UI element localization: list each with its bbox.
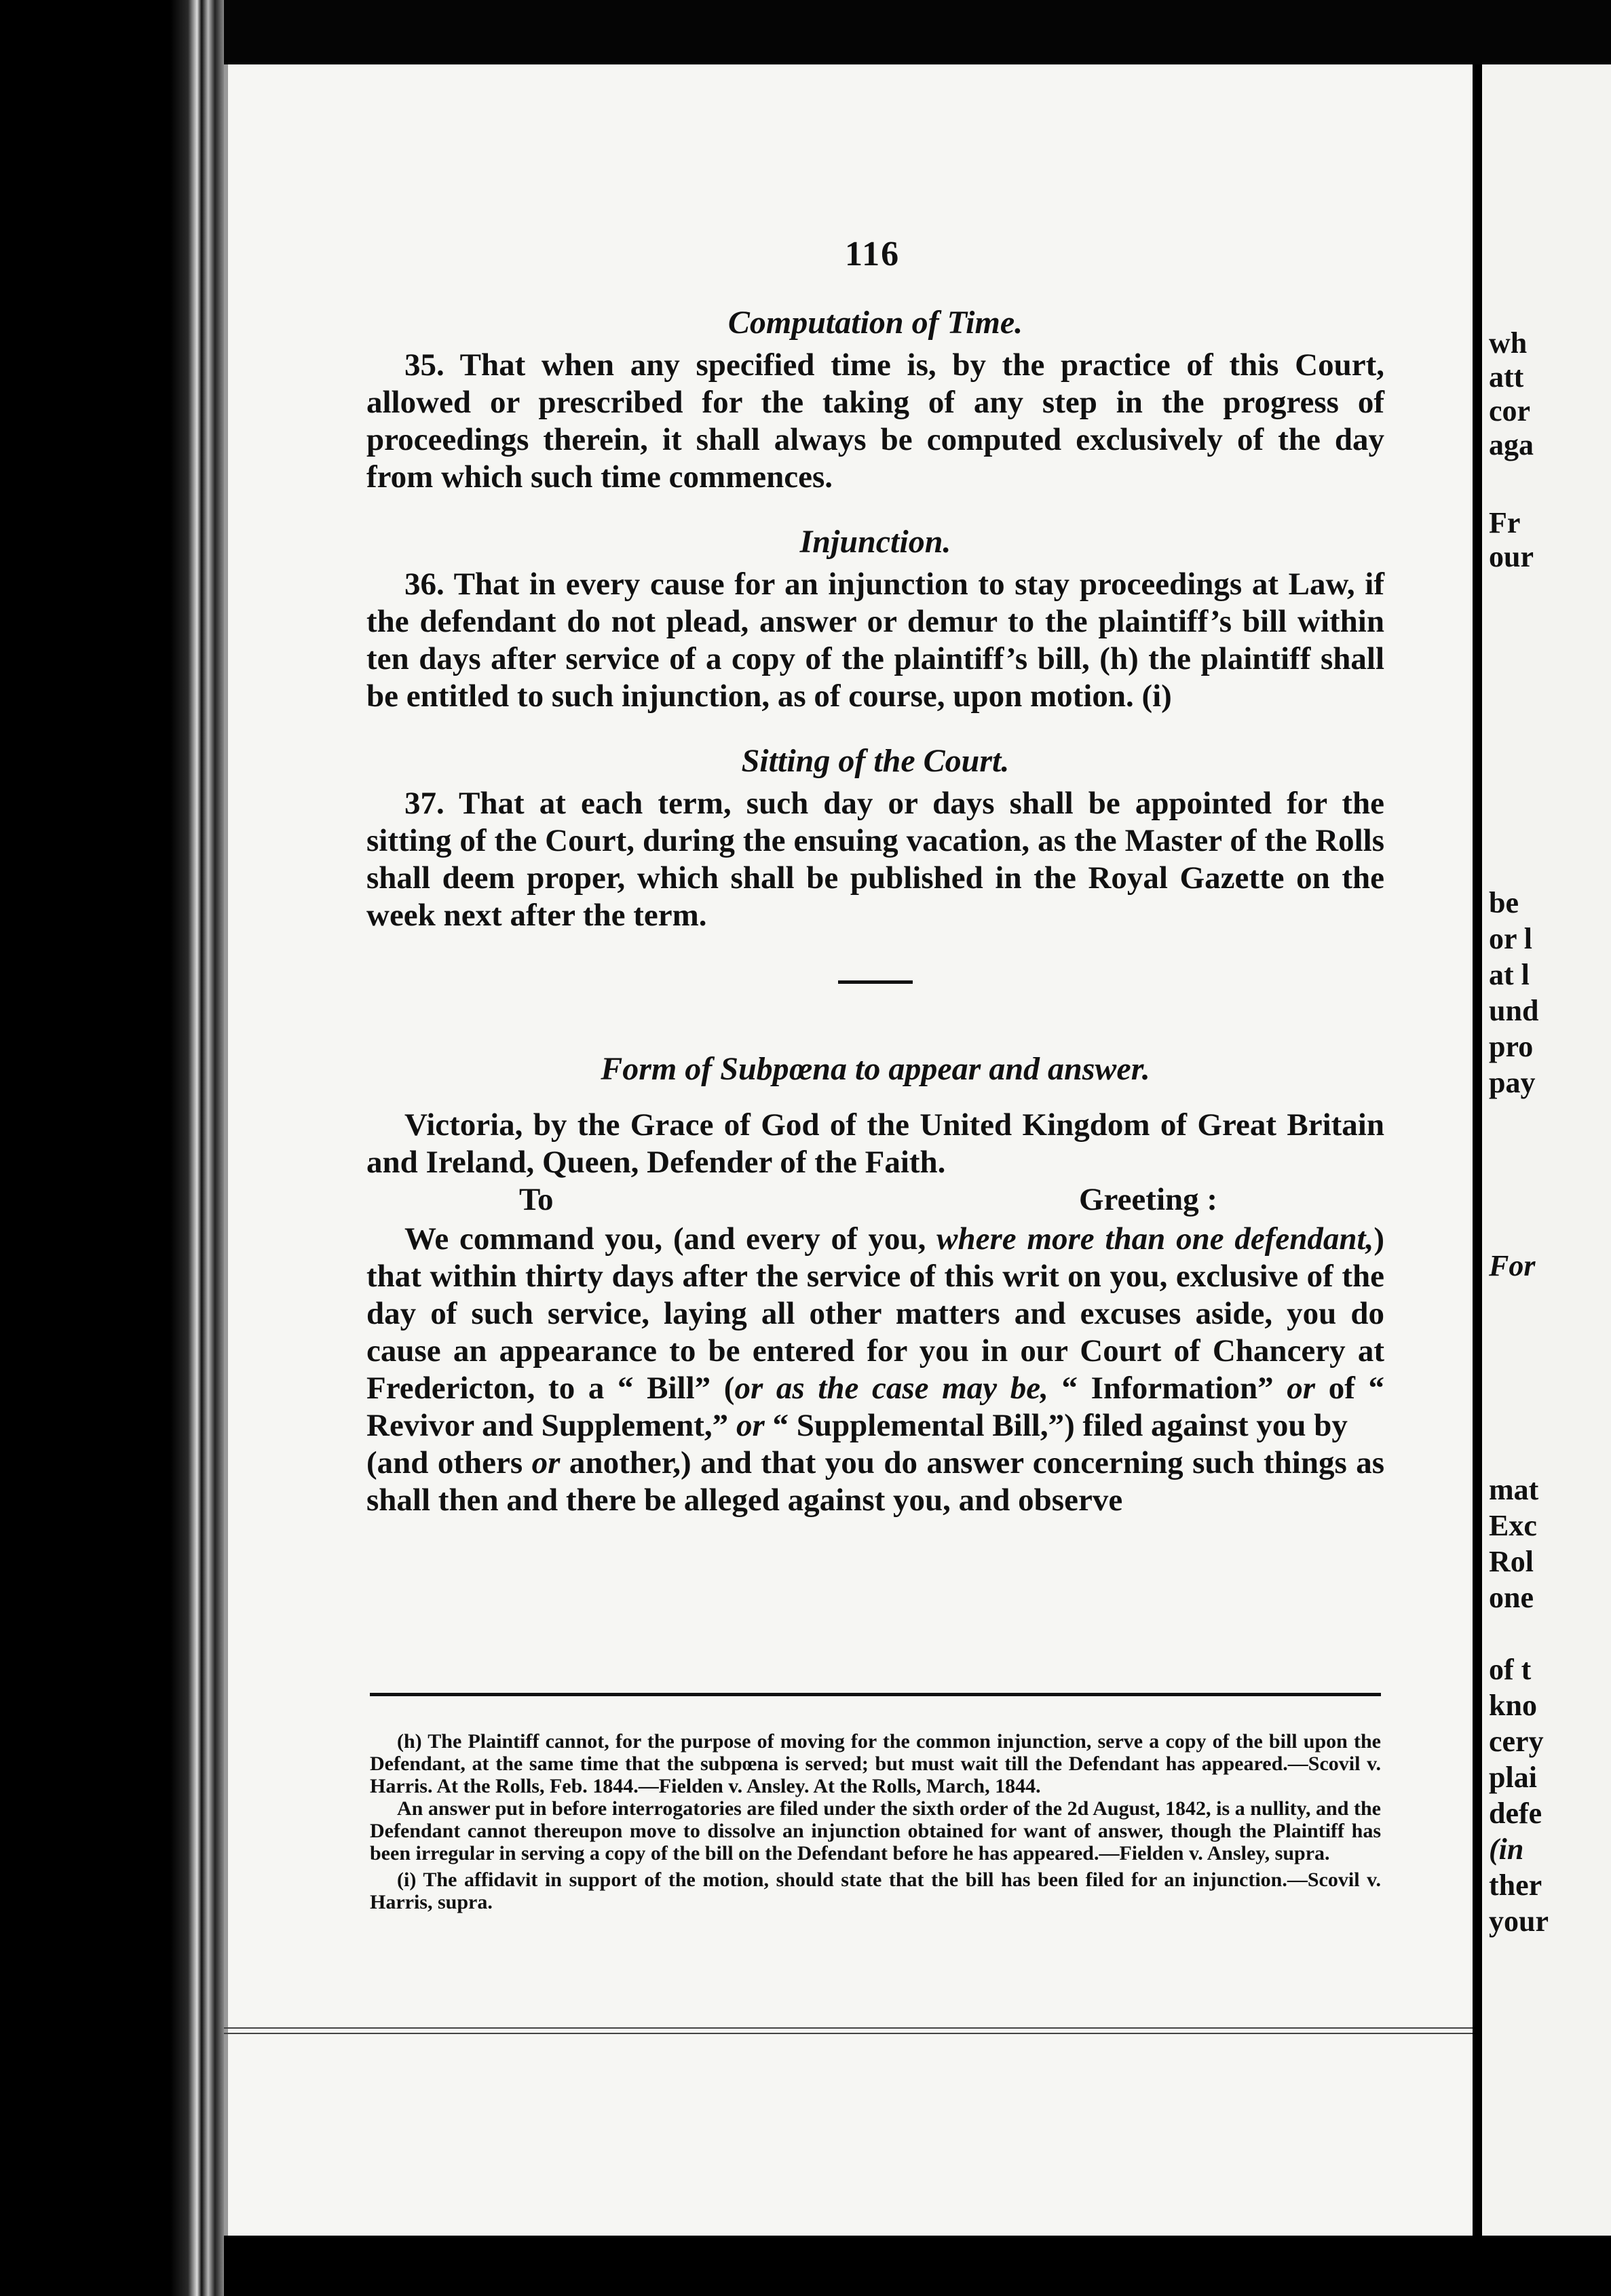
next-page-fragment: cor [1489, 394, 1531, 427]
next-page-fragment: cery [1489, 1725, 1544, 1758]
next-page-fragment: kno [1489, 1689, 1537, 1722]
paragraph-36: 36. That in every cause for an injunction to stay proceedings at Law, if the defendant do not plead, answer or demur to the plaintiff’s bill within ten days after service of a copy of the plaintiff’s bill, (h) the plaintiff shall be entitled to such injunction, as of course, upon motion. (i) [366, 567, 1384, 714]
page-number: 116 [845, 235, 901, 273]
next-page-fragment: one [1489, 1581, 1534, 1614]
next-page-fragment: your [1489, 1905, 1549, 1938]
next-page-fragment: pay [1489, 1066, 1536, 1099]
next-page-fragment: aga [1489, 428, 1534, 461]
next-page-fragment: at l [1489, 958, 1530, 991]
next-page-fragment: For [1489, 1249, 1536, 1282]
next-page-fragment: att [1489, 360, 1524, 394]
next-page-fragment: Fr [1489, 506, 1521, 539]
footnote-h: (h) The Plaintiff cannot, for the purpose of moving for the common injunction, serve a copy of the bill upon the Defendant, at the same time that the subpœna is served; but must wait till the Defendant has appeared.—Scovil v. Harris. At the Rolls, Feb. 1844.—Fielden v. Ansley. At the Rolls, March, 1844. [370, 1730, 1381, 1797]
form-heading: Form of Subpœna to appear and answer. [601, 1051, 1150, 1087]
next-page-fragment: of t [1489, 1653, 1532, 1686]
section-heading-computation: Computation of Time. [727, 305, 1023, 341]
next-page-fragment: ther [1489, 1869, 1542, 1902]
footnote-h-continued: An answer put in before interrogatories are filed under the sixth order of the 2d August, 1842, is a nullity, and the Defendant cannot thereupon move to dissolve an injunction obtained for want of answer, though the Plaintiff has been irregular in serving a copy of the bill on the Defendant before he has appeared.—Fielden v. Ansley, supra. [370, 1797, 1381, 1864]
next-page-fragment: (in [1489, 1833, 1524, 1866]
form-body-continued: (and others or another,) and that you do answer concerning such things as shall then and there be alleged against you, and observe [366, 1445, 1385, 1518]
next-page-fragment: Exc [1489, 1509, 1537, 1542]
next-page-fragment: plai [1489, 1761, 1537, 1794]
footnotes [370, 1730, 1381, 1913]
next-page-fragment: our [1489, 540, 1534, 573]
greeting-label: Greeting : [1079, 1182, 1218, 1217]
paragraph-37: 37. That at each term, such day or days shall be appointed for the sitting of the Court, during the ensuing vacation, as the Master of the Rolls shall deem proper, which shall be published in the Royal Gazette on the week next after the term. [366, 786, 1384, 933]
page-body [366, 224, 1384, 1519]
next-page-fragment: be [1489, 886, 1519, 919]
form-opening: Victoria, by the Grace of God of the United Kingdom of Great Britain and Ireland, Queen, Defender of the Faith. [366, 1107, 1384, 1180]
paragraph-35: 35. That when any specified time is, by the practice of this Court, allowed or prescribed for the taking of any step in the progress of proceedings therein, it shall always be computed exclusively of the day from which such time commences. [366, 347, 1384, 495]
form-body: We command you, (and every of you, where more than one defendant,) that within thirty days after the service of this writ on you, exclusive of the day of such service, laying all other matters and excuses aside, you do cause an appearance to be entered for you in our Court of Chancery at Fredericton, to a “ Bill” (or as the case may be, “ Information” or of “ Revivor and Supplement,” or “ Supplemental Bill,”) filed against you by [366, 1221, 1384, 1443]
salutation-line [366, 1181, 1384, 1221]
footnote-rule [370, 1693, 1381, 1696]
next-page-fragment: wh [1489, 326, 1528, 360]
footnote-i: (i) The affidavit in support of the motion, should state that the bill has been filed for an injunction.—Scovil v. Harris, supra. [370, 1869, 1381, 1913]
next-page-fragment: mat [1489, 1473, 1539, 1506]
section-heading-injunction: Injunction. [799, 524, 951, 560]
to-label: To [519, 1182, 554, 1217]
section-heading-sitting: Sitting of the Court. [741, 743, 1010, 779]
bottom-margin [224, 2236, 1611, 2296]
next-page-fragment: und [1489, 994, 1539, 1027]
bottom-rule [224, 2027, 1473, 2029]
next-page-fragment: defe [1489, 1797, 1542, 1830]
bottom-rule [224, 2033, 1473, 2034]
book-spine [0, 0, 224, 2296]
next-page-fragment: pro [1489, 1030, 1534, 1063]
next-page-fragment: or l [1489, 922, 1532, 955]
next-page-edge [1482, 64, 1611, 2236]
gutter [1473, 64, 1482, 2236]
next-page-fragment: Rol [1489, 1545, 1534, 1578]
